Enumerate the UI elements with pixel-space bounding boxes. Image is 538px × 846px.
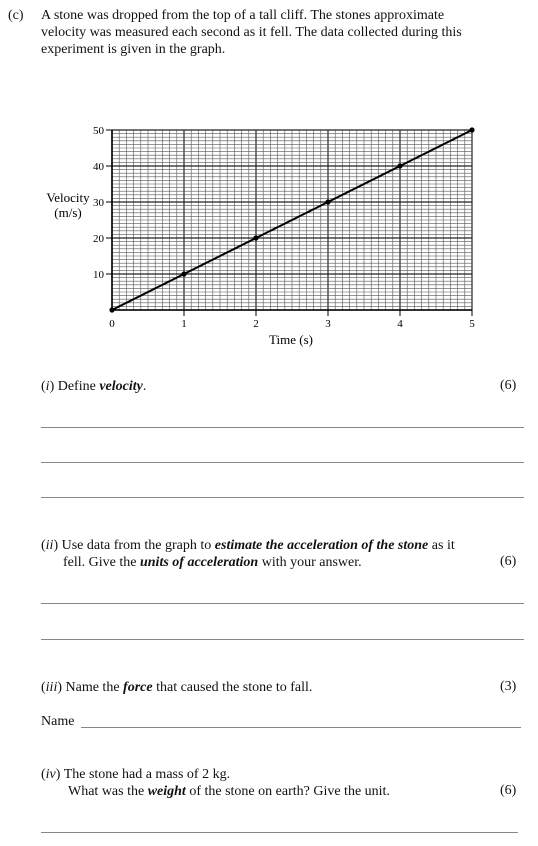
y-tick-label: 10 xyxy=(93,269,104,281)
answer-line[interactable] xyxy=(41,427,524,428)
question-ii-line2: fell. Give the units of acceleration with your answer. xyxy=(63,555,362,570)
data-point xyxy=(181,271,186,276)
y-axis-label-line2: (m/s) xyxy=(54,205,82,220)
y-tick-label: 20 xyxy=(93,233,104,245)
x-axis-label: Time (s) xyxy=(269,332,313,347)
data-point xyxy=(469,127,474,132)
x-tick-label: 5 xyxy=(469,318,475,330)
x-tick-label: 1 xyxy=(181,318,187,330)
x-tick-label: 0 xyxy=(109,318,115,330)
velocity-time-graph xyxy=(0,110,538,360)
intro-line: experiment is given in the graph. xyxy=(41,42,226,57)
part-label: (c) xyxy=(8,8,24,23)
data-point xyxy=(109,307,114,312)
answer-line[interactable] xyxy=(41,462,524,463)
data-point xyxy=(253,235,258,240)
intro-text xyxy=(41,7,531,58)
marks-ii: (6) xyxy=(500,554,517,569)
marks-iii: (3) xyxy=(500,679,517,694)
marks-iv: (6) xyxy=(500,783,517,798)
y-axis-label-line1: Velocity xyxy=(46,190,90,205)
question-iv: (iv) The stone had a mass of 2 kg. xyxy=(41,767,231,782)
y-tick-label: 40 xyxy=(93,161,104,173)
y-tick-label: 50 xyxy=(93,125,104,137)
intro-line: A stone was dropped from the top of a tall cliff. The stones approximate xyxy=(41,8,445,23)
name-answer-line[interactable] xyxy=(81,727,521,728)
x-tick-label: 4 xyxy=(397,318,403,330)
answer-line[interactable] xyxy=(41,497,524,498)
y-tick-label: 30 xyxy=(93,197,104,209)
question-iv-line2: What was the weight of the stone on earth? Give the unit. xyxy=(68,784,390,799)
answer-line[interactable] xyxy=(41,603,524,604)
question-iii: (iii) Name the force that caused the stone to fall. xyxy=(41,680,313,695)
name-label: Name xyxy=(41,714,75,729)
x-tick-label: 2 xyxy=(253,318,259,330)
intro-line: velocity was measured each second as it fell. The data collected during this xyxy=(41,25,462,40)
question-i: (i) Define velocity. xyxy=(41,379,147,394)
marks-i: (6) xyxy=(500,378,517,393)
data-point xyxy=(397,163,402,168)
answer-line[interactable] xyxy=(41,639,524,640)
answer-line[interactable] xyxy=(41,832,518,833)
x-tick-label: 3 xyxy=(325,318,331,330)
data-point xyxy=(325,199,330,204)
question-ii: (ii) Use data from the graph to estimate the acceleration of the stone as it xyxy=(41,538,455,553)
